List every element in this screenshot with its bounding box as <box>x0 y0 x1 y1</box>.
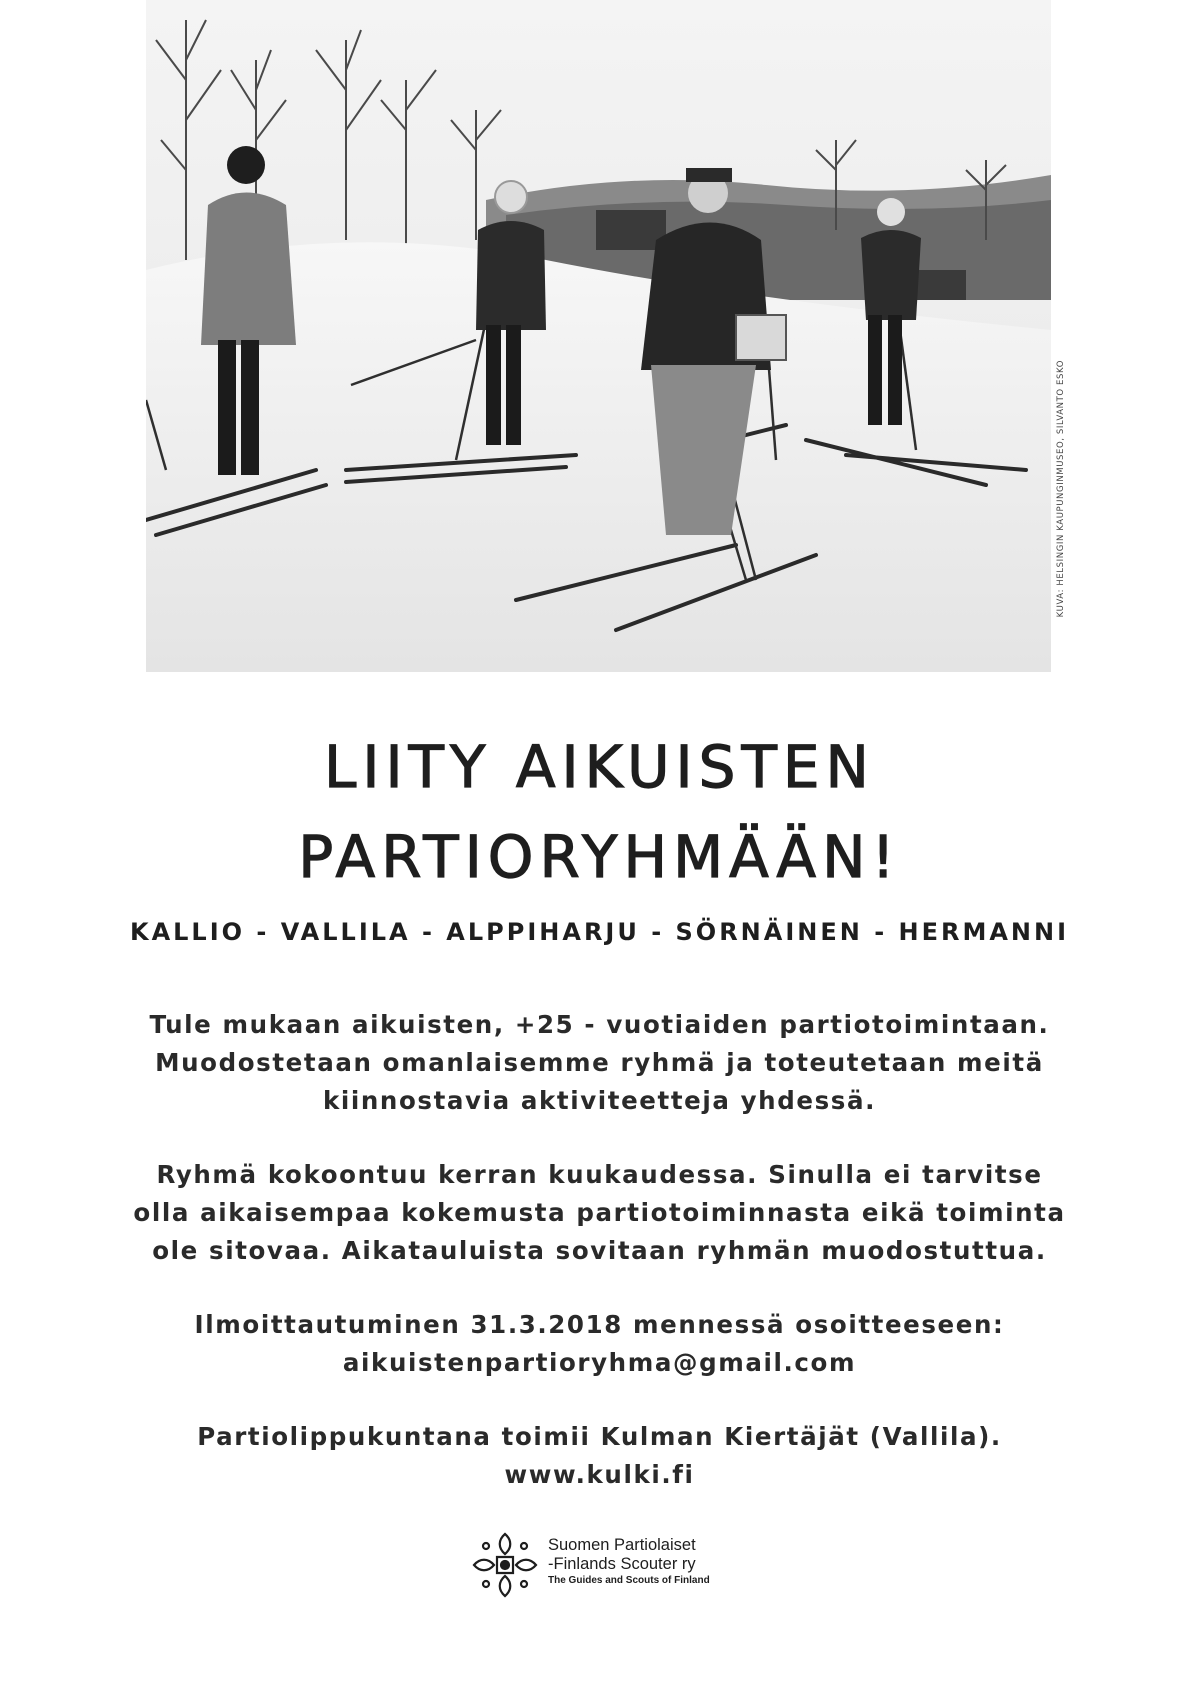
signup-paragraph <box>0 1306 1199 1382</box>
organizer-website: www.kulki.fi <box>504 1460 695 1489</box>
headline-line-1: LIITY AIKUISTEN <box>324 733 875 801</box>
headline-line-2: PARTIORYHMÄÄN! <box>298 823 901 891</box>
intro-line-2: Muodostetaan omanlaisemme ryhmä ja toteutetaan meitä <box>155 1048 1044 1077</box>
logo-line-1: Suomen Partiolaiset <box>548 1536 696 1554</box>
intro-line-1: Tule mukaan aikuisten, +25 - vuotiaiden partiotoimintaan. <box>149 1010 1050 1039</box>
logo-line-2: -Finlands Scouter ry <box>548 1555 696 1573</box>
photo-credit: KUVA: HELSINGIN KAUPUNGINMUSEO, SILVANTO ESKO <box>1056 360 1066 618</box>
details-line-1: Ryhmä kokoontuu kerran kuukaudessa. Sinulla ei tarvitse <box>156 1160 1043 1189</box>
details-line-2: olla aikaisempaa kokemusta partiotoiminnasta eikä toiminta <box>133 1198 1066 1227</box>
details-paragraph <box>0 1156 1199 1270</box>
districts-list: KALLIO - VALLILA - ALPPIHARJU - SÖRNÄINEN - HERMANNI <box>129 918 1070 946</box>
logo-text <box>548 1536 710 1587</box>
organizer-line: Partiolippukuntana toimii Kulman Kiertäjät (Vallila). <box>197 1422 1002 1451</box>
photo-illustration <box>146 0 1051 672</box>
headline <box>0 722 1199 902</box>
intro-line-3: kiinnostavia aktiviteetteja yhdessä. <box>323 1086 876 1115</box>
ski-scouts-photo <box>146 0 1051 672</box>
scout-cross-icon <box>470 1530 540 1600</box>
logo-line-3: The Guides and Scouts of Finland <box>548 1575 710 1586</box>
organizer-paragraph <box>0 1418 1199 1494</box>
signup-email: aikuistenpartioryhma@gmail.com <box>342 1348 857 1377</box>
intro-paragraph <box>0 1006 1199 1120</box>
details-line-3: ole sitovaa. Aikatauluista sovitaan ryhmän muodostuttua. <box>152 1236 1047 1265</box>
scouts-logo <box>470 1530 740 1600</box>
signup-line: Ilmoittautuminen 31.3.2018 mennessä osoitteeseen: <box>194 1310 1005 1339</box>
